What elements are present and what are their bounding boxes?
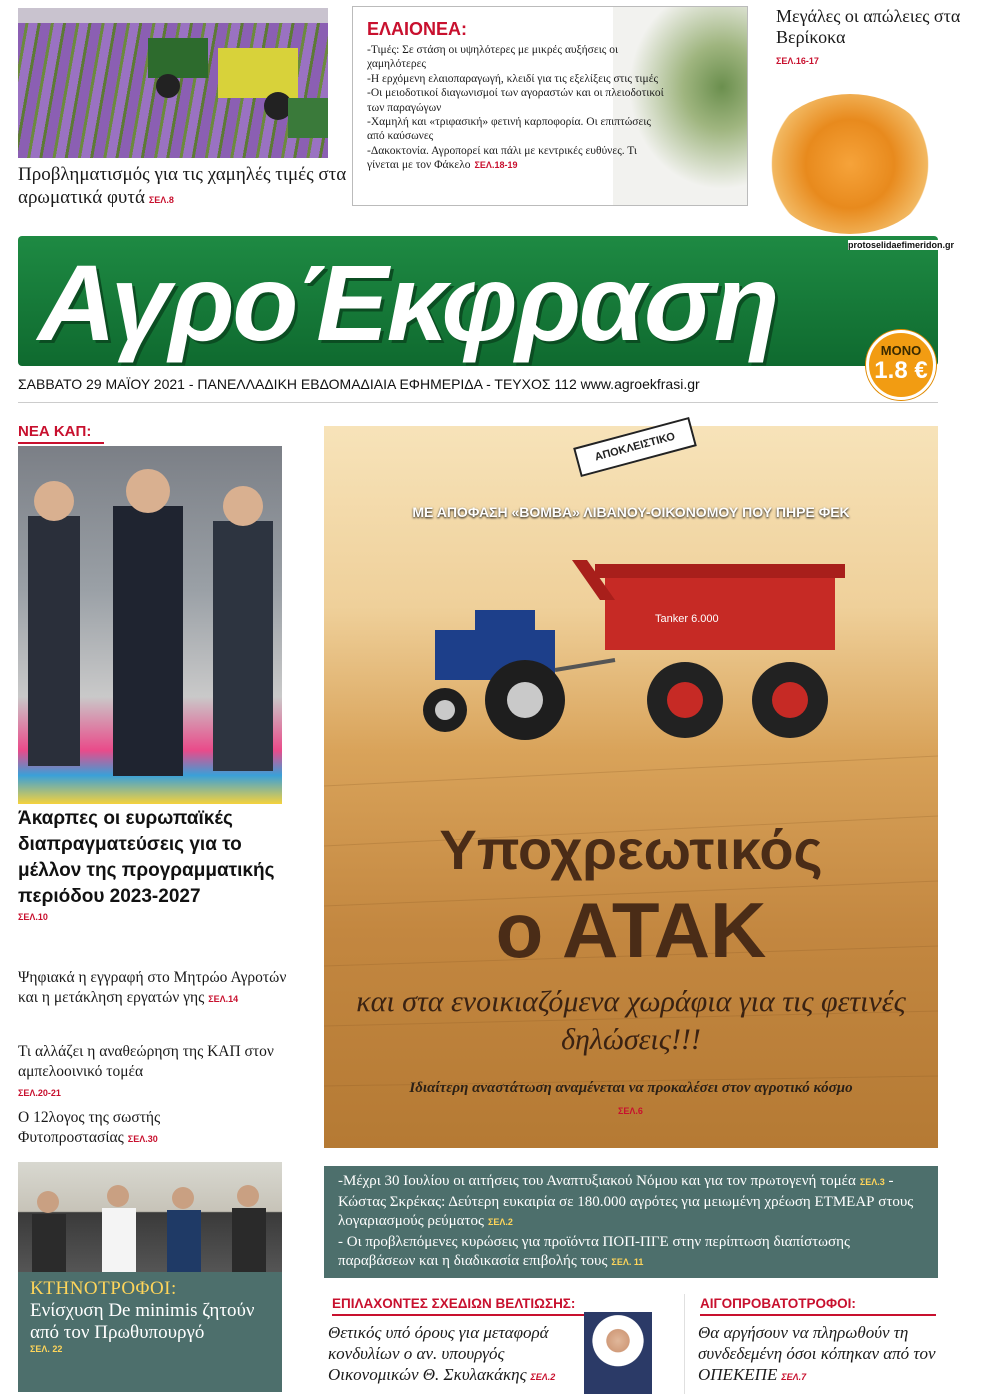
dateline: ΣΑΒΒΑΤΟ 29 ΜΑΪΟΥ 2021 - ΠΑΝΕΛΛΑΔΙΚΗ ΕΒΔΟΜΑΔΙΑΙΑ ΕΦΗΜΕΡΙΔΑ - ΤΕΥΧΟΣ 112 www.agroekfrasi.gr: [18, 376, 700, 392]
livestock-story-box[interactable]: [18, 1272, 282, 1392]
seated-men-illustration: [18, 1162, 282, 1272]
harvester-illustration: [18, 8, 328, 158]
cap-headline-text: Άκαρπες οι ευρωπαϊκές διαπραγματεύσεις για το μέλλον της προγραμματικής περιόδου 2023-2027: [18, 808, 275, 907]
deputy-minister-portrait: [584, 1312, 652, 1394]
three-men-illustration: [18, 446, 282, 804]
page-ref: ΣΕΛ.18-19: [474, 160, 518, 171]
page-ref: ΣΕΛ.20-21: [18, 1088, 61, 1098]
left-news-item-text: Ο 12λογος της σωστής Φυτοπροστασίας: [18, 1109, 161, 1146]
main-headline-line2[interactable]: ο ΑΤΑΚ: [495, 886, 767, 974]
feature-kicker: ΜΕ ΑΠΟΦΑΣΗ «ΒΟΜΒΑ» ΛΙΒΑΝΟΥ-ΟΙΚΟΝΟΜΟΥ ΠΟΥ ΠΗΡΕ ΦΕΚ: [412, 504, 850, 520]
page-ref: ΣΕΛ.30: [127, 1134, 158, 1144]
masthead: [18, 236, 938, 366]
divider: [684, 1294, 685, 1394]
improvement-plans-story[interactable]: [328, 1322, 584, 1388]
page-ref: ΣΕΛ.14: [208, 994, 239, 1004]
section-label-sheep-goat: ΑΙΓΟΠΡΟΒΑΤΟΤΡΟΦΟΙ:: [700, 1296, 856, 1311]
main-subheadline: και στα ενοικιαζόμενα χωράφια για τις φετινές δηλώσεις!!!: [356, 985, 906, 1056]
olive-groves-title: ΕΛΑΙΟΝΕΑ:: [367, 19, 468, 39]
cap-headline[interactable]: [18, 806, 288, 924]
apricot-headline[interactable]: [776, 6, 976, 72]
page-ref: ΣΕΛ.8: [148, 195, 174, 205]
page-ref: ΣΕΛ. 11: [611, 1257, 644, 1267]
main-note: Ιδιαίτερη αναστάτωση αναμένεται να προκαλέσει στον αγροτικό κόσμο: [409, 1080, 853, 1096]
section-label-cap: ΝΕΑ ΚΑΠ:: [18, 423, 92, 440]
list-item: [367, 144, 667, 173]
brief-text: - Οι προβλεπόμενες κυρώσεις για προϊόντα ΠΟΠ-ΠΓΕ στην περίπτωση διαπίστωσης παραβάσεων και η διαδικασία επιβολής τους: [338, 1233, 850, 1269]
briefs-box: [324, 1166, 938, 1278]
brief-text: - Κώστας Σκρέκας: Δεύτερη ευκαιρία σε 180.000 αγρότες για μειωμένη χρέωση ΕΤΜΕΑΡ στους λογαριασμούς ρεύματος: [338, 1173, 914, 1229]
section-underline: [700, 1314, 936, 1316]
newspaper-logo[interactable]: ΑγροΈκφραση: [38, 242, 778, 363]
page-ref: ΣΕΛ. 22: [30, 1344, 63, 1354]
section-label-improvement-plans: ΕΠΙΛΑΧΟΝΤΕΣ ΣΧΕΔΙΩΝ ΒΕΛΤΙΩΣΗΣ:: [332, 1296, 576, 1311]
page-ref: ΣΕΛ.2: [487, 1217, 513, 1227]
ministers-meeting-photo: [18, 446, 282, 804]
price-value: 1.8 €: [874, 357, 928, 384]
sheep-goat-story[interactable]: [698, 1322, 938, 1388]
improvement-plans-text: Θετικός υπό όρους για μεταφορά κονδυλίων ο αν. υπουργός Οικονομικών Θ. Σκυλακάκης: [328, 1323, 549, 1384]
brief-text: -Μέχρι 30 Ιουλίου οι αιτήσεις του Αναπτυξιακού Νόμου και για τον πρωτογενή τομέα: [338, 1173, 856, 1189]
page-ref: ΣΕΛ.3: [859, 1177, 885, 1187]
page-ref: ΣΕΛ.7: [781, 1372, 807, 1382]
divider: [18, 402, 938, 403]
left-news-item-vineyard[interactable]: [18, 1042, 288, 1103]
list-item: -Χαμηλή και «τριφασική» φετινή καρποφορία. Οι επιπτώσεις από καύσωνες: [367, 116, 651, 143]
tanker-label: Tanker 6.000: [655, 613, 719, 625]
list-item-text: -Δακοκτονία. Αγροπορεί και πάλι με κεντρικές ευθύνες. Τι γίνεται με τον Φάκελο: [367, 144, 638, 172]
main-headline-line1[interactable]: Υποχρεωτικός: [439, 818, 823, 881]
credit-watermark: protoselidaefimeridon.gr: [848, 240, 955, 250]
aromatic-plants-headline-text: Προβληματισμός για τις χαμηλές τιμές στα αρωματικά φυτά: [18, 164, 347, 208]
olive-groves-box[interactable]: [352, 6, 748, 206]
livestock-label: ΚΤΗΝΟΤΡΟΦΟΙ:: [30, 1278, 177, 1299]
apricot-crate-photo: [764, 94, 936, 234]
lavender-harvest-photo: [18, 8, 328, 158]
left-news-item-registry[interactable]: [18, 968, 288, 1009]
sheep-goat-text: Θα αργήσουν να πληρωθούν τη συνδεδεμένη όσοι κόπηκαν από τον ΟΠΕΚΕΠΕ: [698, 1323, 936, 1384]
olive-groves-list: [367, 43, 667, 173]
tractor-grain-cart-illustration: [415, 560, 855, 750]
list-item: -Τιμές: Σε στάση οι υψηλότερες με μικρές αυξήσεις οι χαμηλότερες: [367, 44, 619, 71]
exclusive-stamp: ΑΠΟΚΛΕΙΣΤΙΚΟ: [573, 417, 697, 477]
apricot-headline-text: Μεγάλες οι απώλειες στα Βερίκοκα: [776, 6, 961, 47]
left-news-item-text: Ψηφιακά η εγγραφή στο Μητρώο Αγροτών και η μετάκληση εργατών γης: [18, 969, 287, 1006]
brief-item[interactable]: [338, 1173, 885, 1189]
page-ref: ΣΕΛ.16-17: [776, 56, 819, 66]
page-ref: ΣΕΛ.10: [18, 912, 48, 922]
page-ref: ΣΕΛ.6: [618, 1106, 643, 1116]
left-news-item-text: Τι αλλάζει η αναθεώρηση της ΚΑΠ στον αμπελοοινικό τομέα: [18, 1043, 274, 1080]
page-ref: ΣΕΛ.2: [530, 1372, 556, 1382]
livestock-farmers-photo: [18, 1162, 282, 1272]
aromatic-plants-headline[interactable]: [18, 163, 348, 212]
price-label: ΜΟΝΟ: [880, 343, 922, 358]
section-underline: [18, 442, 104, 444]
list-item: -Οι μειοδοτικοί διαγωνισμοί των αγοραστών και οι πλειοδοτικοί των παραγώγων: [367, 87, 664, 114]
livestock-text: Ενίσχυση De minimis ζητούν από τον Πρωθυπουργό: [30, 1300, 255, 1343]
list-item: -Η ερχόμενη ελαιοπαραγωγή, κλειδί για τις εξελίξεις στις τιμές: [367, 72, 659, 85]
left-news-item-plant-protection[interactable]: [18, 1108, 288, 1149]
brief-item[interactable]: [338, 1234, 850, 1270]
